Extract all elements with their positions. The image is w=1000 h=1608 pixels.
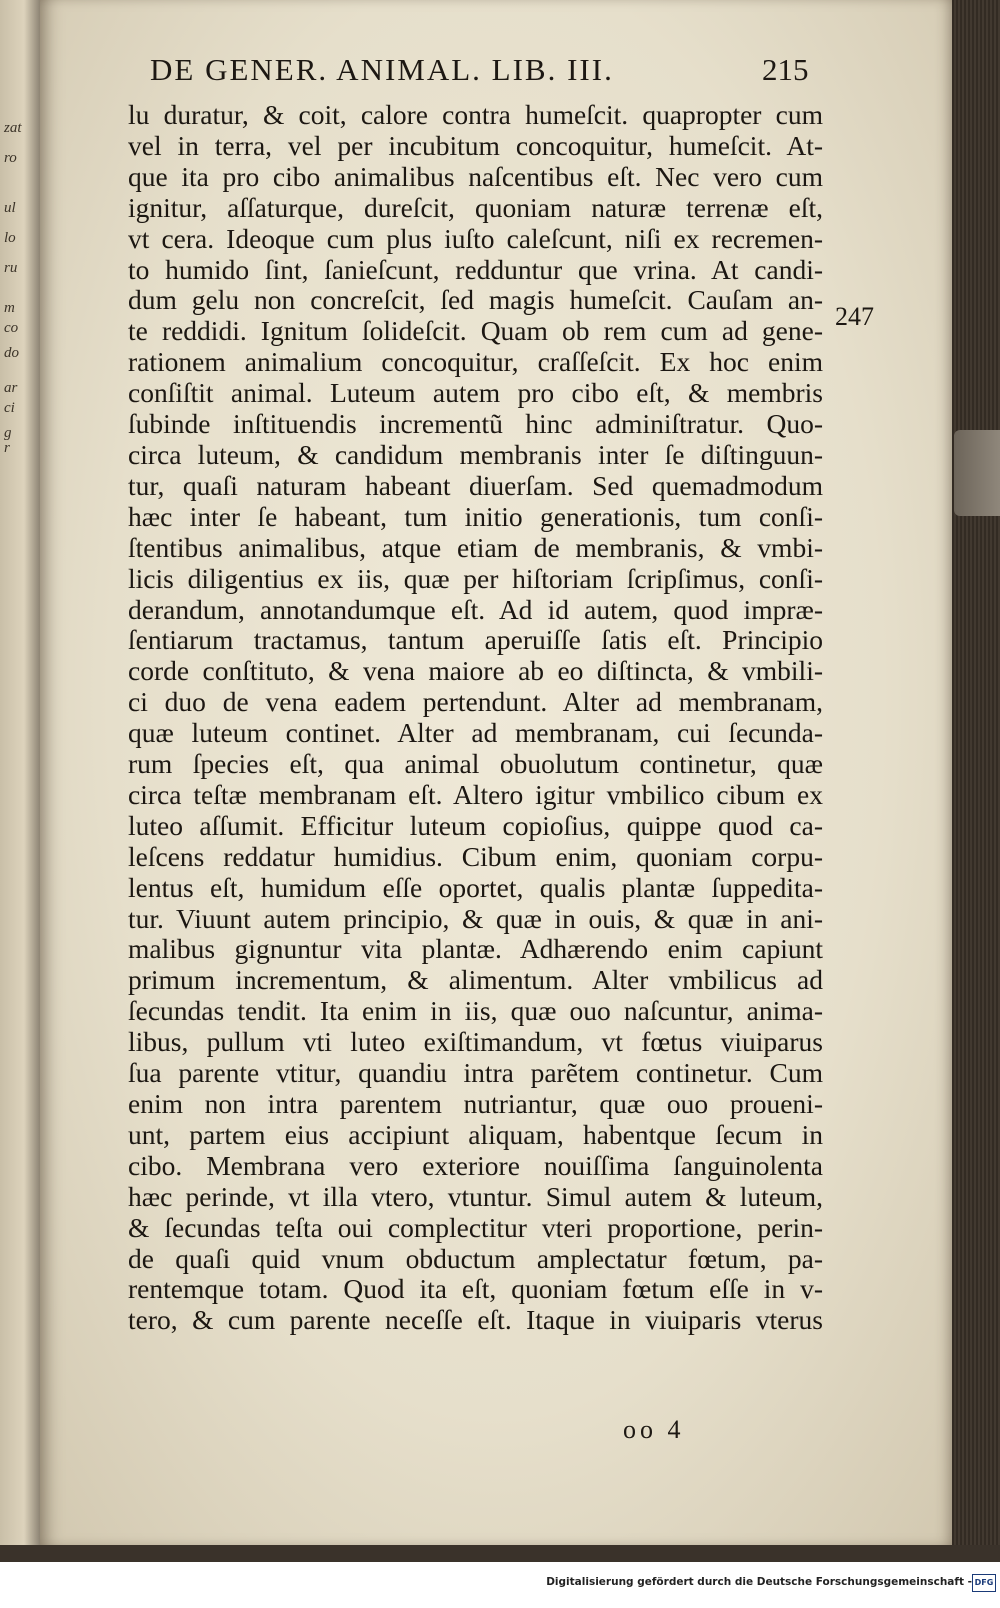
text-line: vt cera. Ideoque cum plus iuſto caleſcunt, niſi ex recremen- bbox=[128, 222, 823, 254]
text-line: corde conſtituto, & vena maiore ab eo diſtincta, & vmbili- bbox=[128, 655, 823, 687]
text-line: leſcens reddatur humidius. Cibum enim, quoniam corpu- bbox=[128, 840, 823, 872]
text-line: unt, partem eius accipiunt aliquam, habentque ſecum in bbox=[128, 1118, 823, 1150]
facing-page-fragment: ro bbox=[4, 150, 17, 166]
facing-page-fragment: zat bbox=[4, 120, 22, 136]
text-line: circa teſtæ membranam eſt. Altero igitur vmbilico cibum ex bbox=[128, 778, 823, 810]
text-line: ci duo de vena eadem pertendunt. Alter ad membranam, bbox=[128, 686, 823, 718]
text-line: te reddidi. Ignitum ſolideſcit. Quam ob rem cum ad gene- bbox=[128, 315, 823, 347]
text-line: ſentiarum tractamus, tantum aperuiſſe ſatis eſt. Principio bbox=[128, 624, 823, 656]
text-line: de quaſi quid vnum obductum amplectatur fœtum, pa- bbox=[128, 1242, 823, 1274]
text-line: rationem animalium concoquitur, craſſeſcit. Ex hoc enim bbox=[128, 346, 823, 378]
book-clasp-tab bbox=[954, 430, 1000, 516]
text-line: vel in terra, vel per incubitum concoquitur, humeſcit. At- bbox=[128, 129, 823, 161]
text-line: ſua parente vtitur, quandiu intra parẽtem continetur. Cum bbox=[128, 1057, 823, 1089]
facing-page-fragment: ci bbox=[4, 400, 15, 416]
text-line: tur. Viuunt autem principio, & quæ in ouis, & quæ in ani- bbox=[128, 902, 823, 934]
text-line: tero, & cum parente neceſſe eſt. Itaque in viuiparis vterus bbox=[128, 1304, 823, 1336]
facing-page-edge bbox=[0, 0, 40, 1545]
text-line: rum ſpecies eſt, qua animal obuolutum continetur, quæ bbox=[128, 748, 823, 780]
text-line: hæc perinde, vt illa vtero, vtuntur. Simul autem & luteum, bbox=[128, 1180, 823, 1212]
text-line: quæ luteum continet. Alter ad membranam, cui ſecunda- bbox=[128, 717, 823, 749]
facing-page-fragment: do bbox=[4, 345, 19, 361]
margin-number: 247 bbox=[835, 302, 874, 331]
facing-page-fragment: lo bbox=[4, 230, 16, 246]
dfg-logo: DFG bbox=[972, 1574, 996, 1592]
body-text bbox=[128, 100, 823, 1336]
text-line: circa luteum, & candidum membranis inter ſe diſtinguun- bbox=[128, 438, 823, 470]
facing-page-fragment: m bbox=[4, 300, 15, 316]
text-line: hæc inter ſe habeant, tum initio generationis, tum conſi- bbox=[128, 500, 823, 532]
facing-page-fragment: ar bbox=[4, 380, 18, 396]
text-line: cibo. Membrana vero exteriore nouiſſima ſanguinolenta bbox=[128, 1149, 823, 1181]
funding-note: Digitalisierung gefördert durch die Deutsche Forschungsgemeinschaft - bbox=[546, 1576, 972, 1588]
text-line: ſubinde inſtituendis incrementũ hinc adminiſtratur. Quo- bbox=[128, 408, 823, 440]
text-line: derandum, annotandumque eſt. Ad id autem, quod impræ- bbox=[128, 593, 823, 625]
text-line: ſtentibus animalibus, atque etiam de membranis, & vmbi- bbox=[128, 531, 823, 563]
text-line: enim non intra parentem nutriantur, quæ ouo proueni- bbox=[128, 1088, 823, 1119]
facing-page-fragment: co bbox=[4, 320, 19, 336]
running-title: DE GENER. ANIMAL. LIB. III. bbox=[150, 52, 614, 87]
text-line: ignitur, aſſaturque, dureſcit, quoniam naturæ terrenæ eſt, bbox=[128, 191, 823, 223]
book-page bbox=[40, 0, 952, 1545]
text-line: tur, quaſi naturam habeant diuerſam. Sed quemadmodum bbox=[128, 469, 823, 501]
digitization-footer bbox=[0, 1562, 1000, 1608]
text-line: & ſecundas teſta oui complectitur vteri proportione, perin- bbox=[128, 1211, 823, 1243]
page-number: 215 bbox=[762, 52, 809, 87]
facing-page-fragment: ul bbox=[4, 200, 16, 216]
text-line: licis diligentius ex iis, quæ per hiſtoriam ſcripſimus, conſi- bbox=[128, 562, 823, 594]
catchword: oo 4 bbox=[623, 1415, 685, 1444]
text-line: luteo aſſumit. Efficitur luteum copioſius, quippe quod ca- bbox=[128, 809, 823, 841]
text-line: ſecundas tendit. Ita enim in iis, quæ ouo naſcuntur, anima- bbox=[128, 995, 823, 1027]
text-line: conſiſtit animal. Luteum autem pro cibo eſt, & membris bbox=[128, 377, 823, 409]
book-page-edges bbox=[945, 0, 1000, 1545]
text-line: lentus eſt, humidum eſſe oportet, qualis plantæ ſuppedita- bbox=[128, 871, 823, 903]
text-line: rentemque totam. Quod ita eſt, quoniam fœtum eſſe in v- bbox=[128, 1273, 823, 1305]
text-line: que ita pro cibo animalibus naſcentibus eſt. Nec vero cum bbox=[128, 160, 823, 192]
text-line: dum gelu non concreſcit, ſed magis humeſcit. Cauſam an- bbox=[128, 284, 823, 316]
facing-page-fragment: g bbox=[4, 425, 12, 441]
text-line: lu duratur, & coit, calore contra humeſcit. quapropter cum bbox=[128, 99, 823, 130]
facing-page-fragment: ru bbox=[4, 260, 18, 276]
facing-page-fragment: r bbox=[4, 440, 10, 456]
text-line: libus, pullum vti luteo exiſtimandum, vt fœtus viuiparus bbox=[128, 1026, 823, 1058]
text-line: malibus gignuntur vita plantæ. Adhærendo enim capiunt bbox=[128, 933, 823, 965]
text-line: primum incrementum, & alimentum. Alter vmbilicus ad bbox=[128, 964, 823, 996]
text-line: to humido ſint, ſanieſcunt, redduntur que vrina. At candi- bbox=[128, 253, 823, 285]
